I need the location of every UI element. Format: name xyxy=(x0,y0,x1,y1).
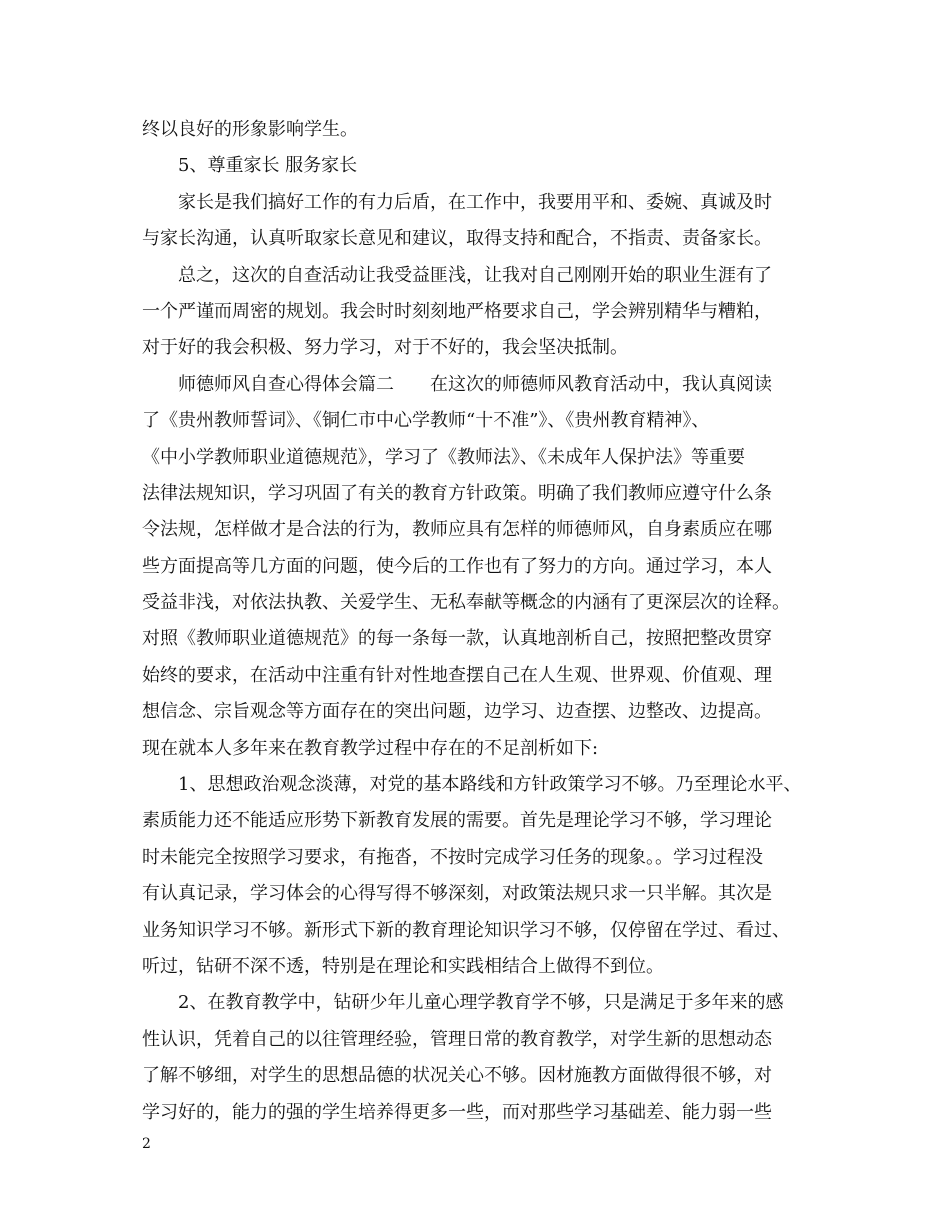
text-line: 总之，这次的自查活动让我受益匪浅，让我对自己刚刚开始的职业生涯有了 xyxy=(178,264,772,286)
text-line: 对照《教师职业道德规范》的每一条每一款，认真地剖析自己，按照把整改贯穿 xyxy=(142,628,772,650)
text-line: 有认真记录，学习体会的心得写得不够深刻，对政策法规只求一只半解。其次是 xyxy=(142,883,772,905)
text-line: 对于好的我会积极、努力学习，对于不好的，我会坚决抵制。 xyxy=(142,337,628,359)
text-line: 了《贵州教师誓词》、《铜仁市中心学教师“十不准”》、《贵州教育精神》、 xyxy=(142,410,710,432)
body-text xyxy=(142,112,814,1131)
text-line: 性认识，凭着自己的以往管理经验，管理日常的教育教学，对学生新的思想动态 xyxy=(142,1028,772,1050)
text-line: 一个严谨而周密的规划。我会时时刻刻地严格要求自己，学会辨别精华与糟粕， xyxy=(142,300,772,322)
text-line: 业务知识学习不够。新形式下新的教育理论知识学习不够，仅停留在学过、看过、 xyxy=(142,919,790,941)
text-line: 家长是我们搞好工作的有力后盾，在工作中，我要用平和、委婉、真诚及时 xyxy=(178,191,772,213)
text-line: 令法规，怎样做才是合法的行为，教师应具有怎样的师德师风，自身素质应在哪 xyxy=(142,519,772,541)
text-line: 《中小学教师职业道德规范》，学习了《教师法》、《未成年人保护法》等重要 xyxy=(142,446,745,468)
text-line: 素质能力还不能适应形势下新教育发展的需要。首先是理论学习不够，学习理论 xyxy=(142,810,772,832)
text-line: 1、思想政治观念淡薄，对党的基本路线和方针政策学习不够。乃至理论水平、 xyxy=(178,774,802,796)
text-line: 学习好的，能力的强的学生培养得更多一些，而对那些学习基础差、能力弱一些 xyxy=(142,1101,772,1123)
text-line: 始终的要求，在活动中注重有针对性地查摆自己在人生观、世界观、价值观、理 xyxy=(142,664,772,686)
page-number: 2 xyxy=(142,1136,151,1152)
text-line: 时未能完全按照学习要求，有拖沓，不按时完成学习任务的现象。。学习过程没 xyxy=(142,846,763,868)
text-line: 听过，钻研不深不透，特别是在理论和实践相结合上做得不到位。 xyxy=(142,955,664,977)
text-line: 5、尊重家长 服务家长 xyxy=(178,155,358,177)
text-line: 终以良好的形象影响学生。 xyxy=(142,119,358,140)
text-line: 想信念、宗旨观念等方面存在的突出问题，边学习、边查摆、边整改、边提高。 xyxy=(142,701,772,723)
text-line: 与家长沟通，认真听取家长意见和建议，取得支持和配合，不指责、责备家长。 xyxy=(142,228,772,250)
text-line: 了解不够细，对学生的思想品德的状况关心不够。因材施教方面做得很不够，对 xyxy=(142,1065,772,1087)
text-line: 受益非浅，对依法执教、关爱学生、无私奉献等概念的内涵有了更深层次的诠释。 xyxy=(142,592,790,614)
text-line: 师德师风自查心得体会篇二 在这次的师德师风教育活动中，我认真阅读 xyxy=(178,373,772,395)
text-line: 现在就本人多年来在教育教学过程中存在的不足剖析如下: xyxy=(142,737,599,759)
text-line: 些方面提高等几方面的问题，使今后的工作也有了努力的方向。通过学习，本人 xyxy=(142,555,772,577)
text-line: 2、在教育教学中，钻研少年儿童心理学教育学不够，只是满足于多年来的感 xyxy=(178,992,784,1014)
text-line: 法律法规知识，学习巩固了有关的教育方针政策。明确了我们教师应遵守什么条 xyxy=(142,482,772,504)
